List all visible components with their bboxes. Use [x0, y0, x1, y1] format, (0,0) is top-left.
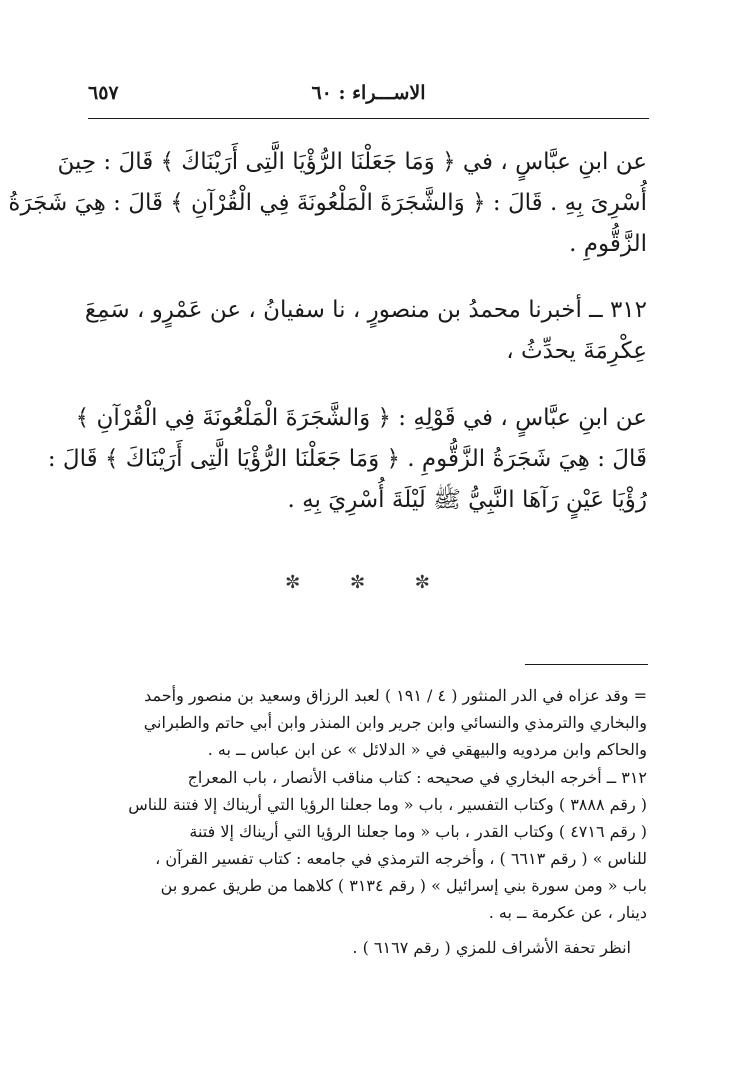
footnote-reference — [88, 934, 647, 961]
footnote-line: دينار ، عن عكرمة ــ به . — [488, 903, 647, 922]
header-divider — [88, 118, 649, 119]
hadith-matn-312 — [47, 398, 647, 521]
footnote-line: والبخاري والترمذي والنسائي وابن جرير وابن المنذر وابن أبي حاتم والطبراني — [143, 713, 647, 732]
text-line: عن ابنِ عبَّاسٍ ، في قَوْلِهِ : ﴿ وَالشَّجَرَةَ الْمَلْعُونَةَ فِي الْقُرْآنِ ﴾ — [75, 405, 647, 431]
text-line: الزَّقُّومِ . — [569, 231, 647, 257]
text-line: ٣١٢ ــ أخبرنا محمدُ بن منصورٍ ، نا سفيانُ ، عن عَمْرٍو ، سَمِعَ — [84, 297, 647, 323]
footnote-line: انظر تحفة الأشراف للمزي ( رقم ٦١٦٧ ) . — [352, 938, 631, 957]
footnote-line: ( رقم ٣٨٨٨ ) وكتاب التفسير ، باب « وما جعلنا الرؤيا التي أريناك إلا فتنة للناس — [128, 795, 647, 814]
chapter-title: الاســـراء : ٦٠ — [311, 82, 426, 104]
hadith-paragraph-1 — [8, 142, 647, 265]
text-line: قَالَ : هِيَ شَجَرَةُ الزَّقُّومِ . ﴿ وَمَا جَعَلْنَا الرُّؤْيَا الَّتِى أَرَيْنَاكَ ﴾ قَالَ : — [47, 446, 647, 472]
section-separator: ✼ ✼ ✼ — [285, 572, 452, 593]
text-line: عن ابنِ عبَّاسٍ ، في ﴿ وَمَا جَعَلْنَا الرُّؤْيَا الَّتِى أَرَيْنَاكَ ﴾ قَالَ : حِينَ — [57, 149, 647, 175]
footnote-312 — [88, 764, 647, 926]
page-number: ٦٥٧ — [88, 82, 119, 104]
footnote-divider — [525, 664, 648, 665]
footnote-line: ٣١٢ ــ أخرجه البخاري في صحيحه : كتاب مناقب الأنصار ، باب المعراج — [187, 768, 647, 787]
footnote-line: والحاكم وابن مردويه والبيهقي في « الدلائل » عن ابن عباس ــ به . — [207, 740, 647, 759]
hadith-isnad-312 — [84, 290, 647, 372]
text-line: رُؤْيَا عَيْنٍ رَآهَا النَّبِيُّ ﷺ لَيْلَةَ أُسْرِيَ بِهِ . — [287, 487, 647, 513]
footnote-line: باب « ومن سورة بني إسرائيل » ( رقم ٣١٣٤ ) كلاهما من طريق عمرو بن — [160, 876, 647, 895]
running-header — [88, 82, 649, 114]
text-line: عِكْرِمَةَ يحدِّثُ ، — [506, 338, 647, 364]
text-line: أُسْرِىَ بِهِ . قَالَ : ﴿ وَالشَّجَرَةَ الْمَلْعُونَةَ فِي الْقُرْآنِ ﴾ قَالَ : هِيَ شَجَرَةُ — [8, 190, 647, 216]
footnote-line: ( رقم ٤٧١٦ ) وكتاب القدر ، باب « وما جعلنا الرؤيا التي أريناك إلا فتنة — [189, 822, 647, 841]
footnote-line: للناس » ( رقم ٦٦١٣ ) ، وأخرجه الترمذي في جامعه : كتاب تفسير القرآن ، — [155, 849, 647, 868]
footnote-line: = وقد عزاه في الدر المنثور ( ٤ / ١٩١ ) لعبد الرزاق وسعيد بن منصور وأحمد — [144, 686, 647, 705]
footnote-continuation — [88, 682, 647, 763]
